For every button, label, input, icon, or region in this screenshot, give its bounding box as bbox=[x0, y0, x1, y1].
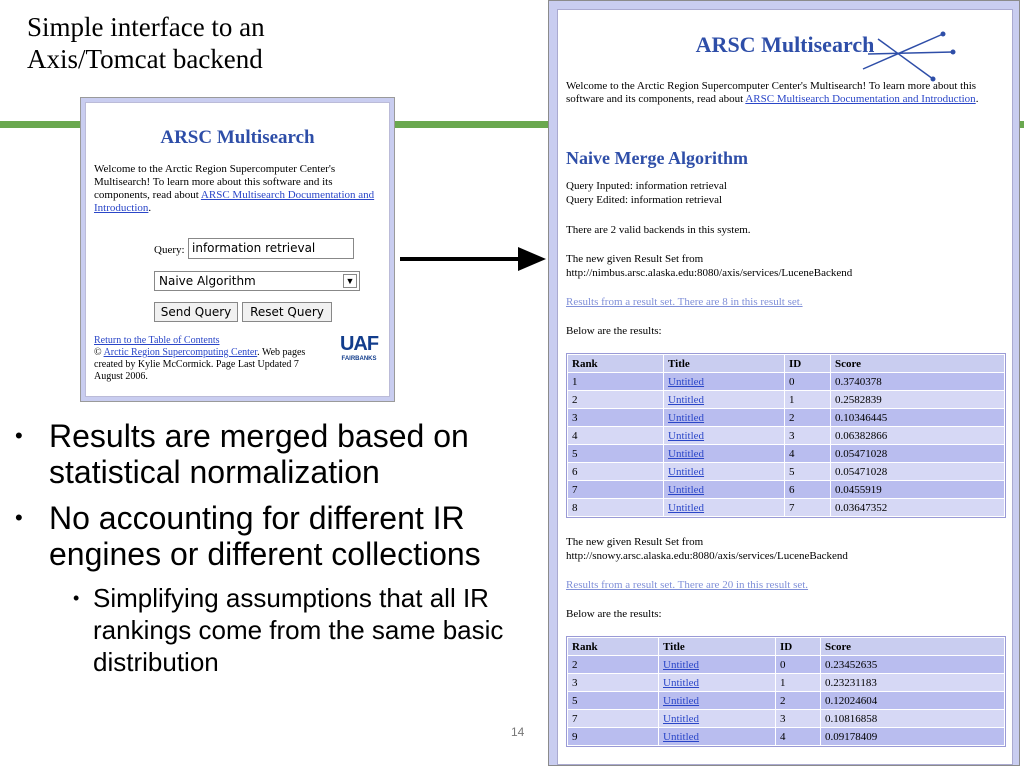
uaf-logo-subtext: FAIRBANKS bbox=[341, 356, 377, 362]
table-cell bbox=[659, 692, 775, 709]
column-header: Title bbox=[659, 638, 775, 655]
table-cell bbox=[568, 499, 663, 516]
score-cell: 0.23231183 bbox=[825, 676, 877, 689]
bullet-text: Results are merged based on statistical normalization bbox=[49, 418, 469, 490]
bullet-dot-icon: • bbox=[73, 588, 80, 608]
title-link[interactable]: Untitled bbox=[663, 694, 700, 707]
documentation-link[interactable]: ARSC Multisearch Documentation and Introduction bbox=[94, 189, 375, 214]
table-cell bbox=[568, 674, 658, 691]
id-cell: 7 bbox=[789, 501, 795, 514]
title-link[interactable]: Untitled bbox=[663, 730, 700, 743]
table-cell bbox=[664, 409, 784, 426]
rank-cell: 2 bbox=[572, 658, 578, 671]
table-cell bbox=[776, 674, 820, 691]
table-row bbox=[568, 674, 1004, 691]
score-cell: 0.10346445 bbox=[835, 411, 888, 424]
welcome-period: . bbox=[148, 202, 152, 214]
results-table-2 bbox=[566, 636, 1006, 747]
table-row bbox=[568, 409, 1004, 426]
score-cell: 0.09178409 bbox=[825, 730, 878, 743]
table-cell bbox=[568, 692, 658, 709]
table-row bbox=[568, 427, 1004, 444]
table-cell bbox=[664, 499, 784, 516]
table-row bbox=[568, 481, 1004, 498]
table-cell bbox=[568, 728, 658, 745]
table-row bbox=[568, 499, 1004, 516]
documentation-link[interactable]: ARSC Multisearch Documentation and Introduction bbox=[745, 93, 976, 105]
algorithm-heading: Naive Merge Algorithm bbox=[566, 148, 748, 168]
table-cell bbox=[821, 656, 1004, 673]
backends-count-text: There are 2 valid backends in this system. bbox=[566, 224, 751, 236]
result-set-url: http://snowy.arsc.alaska.edu:8080/axis/services/LuceneBackend bbox=[566, 550, 848, 562]
table-header-row bbox=[568, 638, 1004, 655]
welcome-body: Welcome to the Arctic Region Supercomputer Center's Multisearch! To learn more about this software and its components, read about bbox=[566, 80, 977, 105]
score-cell: 0.0455919 bbox=[835, 483, 882, 496]
table-cell bbox=[776, 710, 820, 727]
id-cell: 1 bbox=[789, 393, 795, 406]
arsc-link[interactable]: Arctic Region Supercomputing Center bbox=[103, 347, 258, 358]
table-cell bbox=[821, 710, 1004, 727]
table-cell bbox=[659, 656, 775, 673]
table-cell bbox=[831, 499, 1004, 516]
simple-interface-page bbox=[85, 102, 390, 397]
table-of-contents-link[interactable]: Return to the Table of Contents bbox=[94, 335, 220, 346]
uaf-logo bbox=[334, 333, 384, 373]
column-header: Rank bbox=[568, 638, 658, 655]
table-cell bbox=[831, 427, 1004, 444]
result-set-intro: The new given Result Set from bbox=[566, 253, 704, 265]
table-cell bbox=[664, 427, 784, 444]
rank-cell: 3 bbox=[572, 411, 578, 424]
table-cell bbox=[568, 409, 663, 426]
table-cell bbox=[568, 710, 658, 727]
column-header: Title bbox=[664, 355, 784, 372]
table-cell bbox=[785, 445, 830, 462]
id-cell: 3 bbox=[780, 712, 786, 725]
table-cell bbox=[821, 728, 1004, 745]
score-cell: 0.23452635 bbox=[825, 658, 878, 671]
bullet-dot-icon: • bbox=[15, 505, 23, 530]
title-link[interactable]: Untitled bbox=[668, 375, 705, 388]
bullet-list bbox=[15, 418, 535, 678]
table-cell bbox=[776, 656, 820, 673]
id-cell: 0 bbox=[789, 375, 795, 388]
results-label: Below are the results: bbox=[566, 325, 662, 337]
title-link[interactable]: Untitled bbox=[663, 712, 700, 725]
table-cell bbox=[664, 463, 784, 480]
right-arrow-icon bbox=[400, 243, 548, 275]
sub-bullet-text: Simplifying assumptions that all IR rankings come from the same basic distribution bbox=[93, 583, 504, 677]
table-cell bbox=[785, 427, 830, 444]
table-cell bbox=[785, 391, 830, 408]
title-link[interactable]: Untitled bbox=[668, 411, 705, 424]
score-cell: 0.06382866 bbox=[835, 429, 888, 442]
column-header: ID bbox=[776, 638, 820, 655]
simple-interface-screenshot bbox=[80, 97, 395, 402]
score-cell: 0.2582839 bbox=[835, 393, 882, 406]
table-cell bbox=[659, 728, 775, 745]
rank-cell: 3 bbox=[572, 676, 578, 689]
table-cell bbox=[664, 445, 784, 462]
result-set-url: http://nimbus.arsc.alaska.edu:8080/axis/services/LuceneBackend bbox=[566, 267, 853, 279]
table-cell bbox=[568, 427, 663, 444]
table-row bbox=[568, 391, 1004, 408]
table-cell bbox=[785, 499, 830, 516]
table-cell bbox=[821, 674, 1004, 691]
query-input[interactable]: information retrieval bbox=[188, 238, 354, 259]
merge-results-screenshot bbox=[548, 0, 1020, 766]
page-number: 14 bbox=[511, 725, 525, 739]
table-cell bbox=[776, 692, 820, 709]
rank-cell: 1 bbox=[572, 375, 578, 388]
result-set-intro: The new given Result Set from bbox=[566, 536, 704, 548]
title-link[interactable]: Untitled bbox=[668, 465, 705, 478]
table-cell bbox=[831, 391, 1004, 408]
table-cell bbox=[831, 481, 1004, 498]
table-cell bbox=[831, 463, 1004, 480]
id-cell: 6 bbox=[789, 483, 795, 496]
slide-title: Simple interface to an Axis/Tomcat backend bbox=[27, 12, 265, 74]
uaf-logo-text: UAF bbox=[339, 333, 379, 355]
rank-cell: 7 bbox=[572, 483, 578, 496]
table-cell bbox=[664, 481, 784, 498]
page-footer bbox=[94, 335, 324, 383]
table-cell bbox=[821, 692, 1004, 709]
query-inputed-text: Query Inputed: information retrieval bbox=[566, 180, 727, 192]
table-cell bbox=[831, 373, 1004, 390]
id-cell: 4 bbox=[789, 447, 795, 460]
title-link[interactable]: Untitled bbox=[663, 658, 700, 671]
table-cell bbox=[568, 373, 663, 390]
table-cell bbox=[568, 445, 663, 462]
table-row bbox=[568, 373, 1004, 390]
multisearch-title: ARSC Multisearch bbox=[160, 127, 315, 148]
results-table-1 bbox=[566, 353, 1006, 518]
chevron-down-icon[interactable]: ▼ bbox=[343, 274, 357, 288]
table-cell bbox=[831, 409, 1004, 426]
table-row bbox=[568, 445, 1004, 462]
send-query-button[interactable]: Send Query bbox=[154, 302, 238, 322]
rank-cell: 6 bbox=[572, 465, 578, 478]
rank-cell: 5 bbox=[572, 447, 578, 460]
query-edited-text: Query Edited: information retrieval bbox=[566, 194, 723, 206]
title-link[interactable]: Untitled bbox=[663, 676, 700, 689]
id-cell: 4 bbox=[780, 730, 786, 743]
algorithm-select[interactable] bbox=[154, 271, 360, 291]
bullet-item bbox=[15, 418, 535, 490]
table-cell bbox=[568, 481, 663, 498]
table-cell bbox=[776, 728, 820, 745]
table-row bbox=[568, 656, 1004, 673]
table-row bbox=[568, 728, 1004, 745]
results-label: Below are the results: bbox=[566, 608, 662, 620]
column-header: Score bbox=[821, 638, 1004, 655]
bullet-text: No accounting for different IR engines or different collections bbox=[49, 500, 481, 572]
result-set-count: Results from a result set. There are 20 in this result set. bbox=[566, 579, 809, 591]
table-header-row bbox=[568, 355, 1004, 372]
copyright-symbol: © bbox=[94, 347, 102, 358]
score-cell: 0.10816858 bbox=[825, 712, 878, 725]
title-link[interactable]: Untitled bbox=[668, 429, 705, 442]
table-cell bbox=[785, 409, 830, 426]
column-header: ID bbox=[785, 355, 830, 372]
title-link[interactable]: Untitled bbox=[668, 393, 705, 406]
query-label: Query: bbox=[154, 244, 185, 256]
id-cell: 2 bbox=[780, 694, 786, 707]
welcome-period: . bbox=[975, 93, 979, 105]
table-cell bbox=[831, 445, 1004, 462]
table-cell bbox=[664, 373, 784, 390]
multisearch-title: ARSC Multisearch bbox=[695, 32, 875, 57]
result-set-count: Results from a result set. There are 8 in this result set. bbox=[566, 296, 803, 308]
table-cell bbox=[568, 391, 663, 408]
table-cell bbox=[568, 463, 663, 480]
column-header: Score bbox=[831, 355, 1004, 372]
id-cell: 0 bbox=[780, 658, 786, 671]
table-cell bbox=[785, 463, 830, 480]
algorithm-selected-value: Naive Algorithm bbox=[159, 274, 256, 288]
id-cell: 3 bbox=[789, 429, 795, 442]
id-cell: 2 bbox=[789, 411, 795, 424]
rank-cell: 8 bbox=[572, 501, 578, 514]
bullet-dot-icon: • bbox=[15, 423, 23, 448]
table-row bbox=[568, 463, 1004, 480]
score-cell: 0.3740378 bbox=[835, 375, 882, 388]
table-row bbox=[568, 692, 1004, 709]
column-header: Rank bbox=[568, 355, 663, 372]
table-row bbox=[568, 710, 1004, 727]
table-cell bbox=[659, 674, 775, 691]
table-cell bbox=[785, 373, 830, 390]
score-cell: 0.05471028 bbox=[835, 447, 888, 460]
welcome-text bbox=[94, 163, 389, 215]
table-cell bbox=[664, 391, 784, 408]
id-cell: 1 bbox=[780, 676, 786, 689]
score-cell: 0.05471028 bbox=[835, 465, 888, 478]
welcome-text bbox=[566, 80, 1006, 106]
rank-cell: 9 bbox=[572, 730, 578, 743]
merge-results-page bbox=[557, 9, 1013, 765]
score-cell: 0.12024604 bbox=[825, 694, 878, 707]
title-link[interactable]: Untitled bbox=[668, 483, 705, 496]
table-cell bbox=[568, 656, 658, 673]
score-cell: 0.03647352 bbox=[835, 501, 888, 514]
table-cell bbox=[785, 481, 830, 498]
reset-query-button[interactable]: Reset Query bbox=[242, 302, 332, 322]
rank-cell: 4 bbox=[572, 429, 578, 442]
rank-cell: 5 bbox=[572, 694, 578, 707]
id-cell: 5 bbox=[789, 465, 795, 478]
sub-bullet-item bbox=[15, 582, 535, 678]
welcome-body: Welcome to the Arctic Region Supercomputer Center's Multisearch! To learn more about this software and its components, read about bbox=[94, 163, 336, 201]
title-link[interactable]: Untitled bbox=[668, 447, 705, 460]
rank-cell: 7 bbox=[572, 712, 578, 725]
title-link[interactable]: Untitled bbox=[668, 501, 705, 514]
table-cell bbox=[659, 710, 775, 727]
bullet-item bbox=[15, 500, 535, 572]
footer-text: . Web pages created by Kylie McCormick. Page Last Updated 7 August 2006. bbox=[94, 347, 306, 382]
rank-cell: 2 bbox=[572, 393, 578, 406]
